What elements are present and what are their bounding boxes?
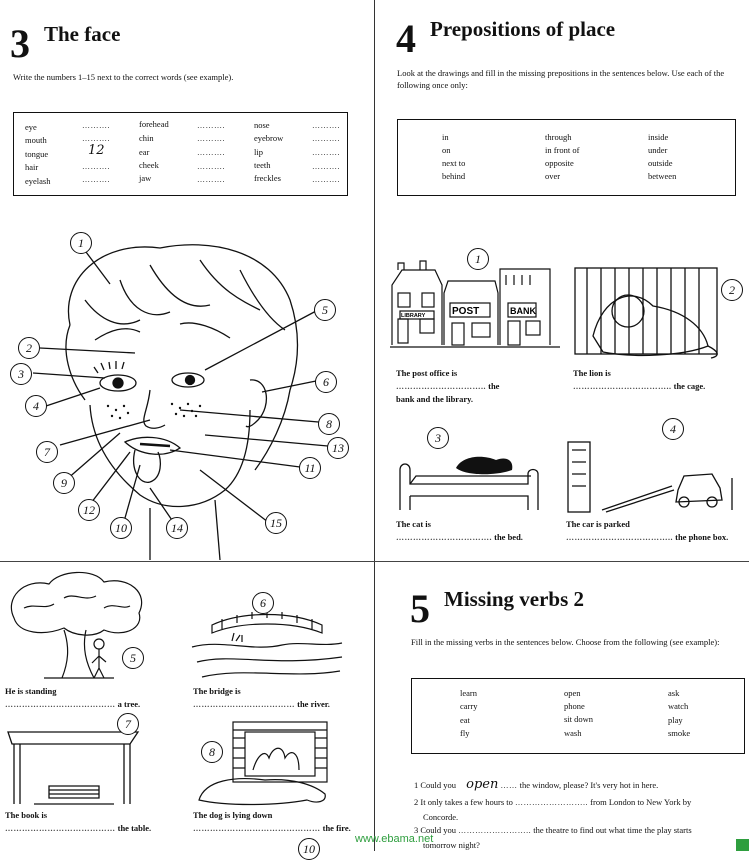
answer-blank[interactable]: ………. [197,134,225,143]
word: eyebrow [254,133,284,143]
unit-3-number: 3 [10,21,30,66]
unit-4-title: Prepositions of place [430,17,616,41]
answer-blank[interactable]: ………………………………… [5,700,116,709]
answer-blank[interactable]: ……………………………………… [193,824,321,833]
unit-5-title: Missing verbs 2 [444,587,585,611]
picture-label-2: 2 [721,279,743,301]
verb-sentence-3 [414,823,692,852]
sentence-5 [5,685,140,711]
verb-sentence-1 [414,777,658,792]
word: on [442,145,451,155]
picture-label-6: 6 [252,592,274,614]
face-label-15: 15 [265,512,287,534]
sentence-4-text: The car is parked [566,519,630,529]
sentence-3-text: The cat is [396,519,431,529]
unit-5-instruction: Fill in the missing verbs in the sentences below. Choose from the following (see example): [411,637,720,647]
word: eat [460,715,470,725]
face-label-14: 14 [166,517,188,539]
unit-3-title: The face [44,22,121,46]
sentence-6-text: The bridge is [193,686,241,696]
word: eyelash [25,176,51,186]
word: freckles [254,173,281,183]
answer-blank[interactable]: …………………….. [515,798,589,807]
sentence-number: 2 [414,797,419,807]
picture-label-7: 7 [117,713,139,735]
answer-blank[interactable]: ………. [312,162,340,171]
verb-sentence-2 [414,795,691,824]
answer-blank[interactable]: ………. [197,175,225,184]
answer-blank[interactable]: ………. [197,148,225,157]
picture-label-3: 3 [427,427,449,449]
answer-blank[interactable]: ………. [197,162,225,171]
sentence-7-text: The book is [5,810,48,820]
word: ask [668,688,680,698]
answer-blank[interactable]: ………………………………… [5,824,116,833]
face-label-5: 5 [314,299,336,321]
answer-blank[interactable]: …………………………….. [573,382,672,391]
word: learn [460,688,477,698]
unit-4-word-box [397,119,736,196]
sentence-post: from London to New York by [590,797,692,807]
page-corner-badge [736,839,749,851]
word: between [648,171,677,181]
cat-bed-illustration [396,448,546,518]
library-sign: LIBRARY [401,313,426,319]
word: in front of [545,145,580,155]
word: sit down [564,714,594,724]
sentence-number: 3 [414,825,419,835]
picture-label-5: 5 [122,647,144,669]
answer-blank[interactable]: ………. [82,175,110,184]
sentence-8 [193,809,351,835]
example-answer: open [466,777,499,792]
face-label-6: 6 [315,371,337,393]
answer-blank[interactable]: ………. [82,121,110,130]
unit-3-word-box [13,112,348,196]
lion-cage-illustration [573,266,723,366]
sentence-4-text-2: the phone box. [675,532,729,542]
watermark: www.ebama.net [355,833,434,845]
bridge-illustration [192,607,342,682]
word: through [545,132,572,142]
word: open [564,688,581,698]
sentence-8-text: The dog is lying down [193,810,273,820]
fireplace-dog-illustration [195,718,335,808]
word: eye [25,122,37,132]
sentence-5-text: He is standing [5,686,57,696]
word: phone [564,701,585,711]
word: smoke [668,728,691,738]
face-label-10: 10 [110,517,132,539]
word: hair [25,162,39,172]
sentence-cont: Concorde. [423,812,459,822]
face-label-11: 11 [299,457,321,479]
sentence-number: 1 [414,780,419,790]
answer-blank[interactable]: ………. [312,121,340,130]
answer-blank[interactable]: …… [500,781,518,790]
sentence-cont: tomorrow night? [423,840,480,850]
face-label-4: 4 [25,395,47,417]
word: lip [254,147,263,157]
word: over [545,171,561,181]
face-label-12: 12 [78,499,100,521]
word: outside [648,158,673,168]
answer-blank[interactable]: ………. [312,134,340,143]
sentence-post: the window, please? It's very hot in here. [519,780,659,790]
word: cheek [139,160,159,170]
unit-4-number: 4 [396,16,416,61]
answer-blank[interactable]: …………………….. [458,826,532,835]
unit-3-instruction: Write the numbers 1–15 next to the correct words (see example). [13,72,234,82]
answer-blank[interactable]: ………. [82,162,110,171]
word: under [648,145,668,155]
word: tongue [25,149,49,159]
sentence-post: the theatre to find out what time the play starts [533,825,692,835]
sentence-8-text-2: the fire. [322,823,351,833]
sentence-pre: Could you [420,780,457,790]
word: inside [648,132,669,142]
answer-blank[interactable]: ……………………………. [396,533,492,542]
sentence-1 [396,367,499,406]
face-label-8: 8 [318,413,340,435]
phone-box-car-illustration [562,438,742,518]
face-label-3: 3 [10,363,32,385]
answer-blank[interactable]: ………. [312,175,340,184]
bank-sign: BANK [510,306,536,316]
sentence-5-text-2: a tree. [117,699,141,709]
face-label-1: 1 [70,232,92,254]
vertical-divider [374,0,375,851]
word: next to [442,158,466,168]
table-illustration [4,728,144,808]
unit-5-number: 5 [410,586,430,631]
word: mouth [25,135,47,145]
face-label-9: 9 [53,472,75,494]
sentence-pre: Could you [420,825,457,835]
word: play [668,715,683,725]
word: forehead [139,119,169,129]
word: opposite [545,158,574,168]
sentence-3-text-2: the bed. [494,532,523,542]
answer-blank[interactable]: ……………………………….. [566,533,673,542]
picture-label-8: 8 [201,741,223,763]
picture-label-1: 1 [467,248,489,270]
sentence-3 [396,518,523,544]
answer-blank[interactable]: ………. [82,134,110,143]
sentence-6 [193,685,330,711]
word: fly [460,728,470,738]
word: chin [139,133,154,143]
word: teeth [254,160,271,170]
word: watch [668,701,689,711]
unit-5-word-box [411,678,745,754]
buildings-illustration [390,255,560,355]
picture-label-10: 10 [298,838,320,860]
word: nose [254,120,270,130]
picture-label-4: 4 [662,418,684,440]
sentence-1-text: The post office is [396,368,458,378]
unit-4-instruction: Look at the drawings and fill in the missing prepositions in the sentences below. Use each of the following once only: [397,68,725,90]
word: in [442,132,449,142]
horizontal-divider [0,561,749,562]
sentence-2-text: The lion is [573,368,611,378]
sentence-1-text-2: the [488,381,500,391]
answer-blank[interactable]: ………. [197,121,225,130]
example-answer: 12 [88,143,105,158]
sentence-2 [573,367,705,393]
sentence-7-text-2: the table. [117,823,152,833]
word: jaw [139,173,152,183]
answer-blank[interactable]: ………. [312,148,340,157]
word: behind [442,171,466,181]
word: carry [460,701,478,711]
sentence-6-text-2: the river. [297,699,330,709]
face-label-7: 7 [36,441,58,463]
word: ear [139,147,150,157]
sentence-pre: It only takes a few hours to [420,797,513,807]
answer-blank[interactable]: ………………………….. [396,382,486,391]
sentence-7 [5,809,151,835]
face-label-13: 13 [327,437,349,459]
post-sign: POST [452,306,480,317]
face-label-2: 2 [18,337,40,359]
word: wash [564,728,582,738]
sentence-4 [566,518,728,544]
sentence-1-text-3: bank and the library. [396,394,473,404]
sentence-2-text-2: the cage. [673,381,706,391]
answer-blank[interactable]: ……………………………… [193,700,295,709]
